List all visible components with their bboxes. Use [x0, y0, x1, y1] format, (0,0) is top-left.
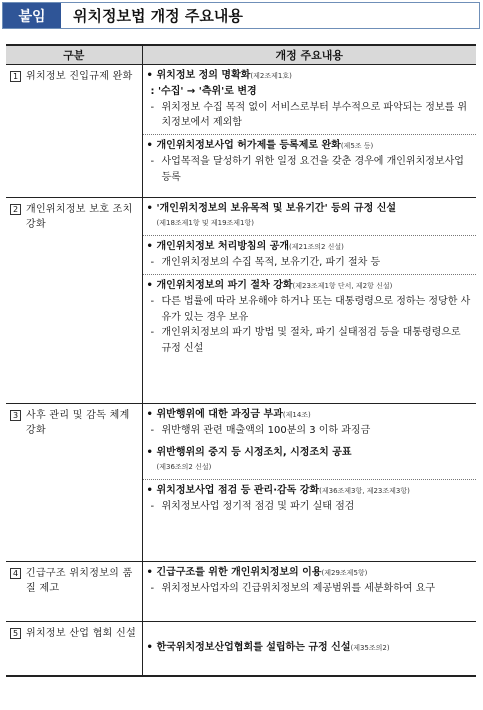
category-cell — [6, 561, 142, 621]
table-row — [6, 561, 476, 621]
detail-text: 개인위치정보의 파기 방법 및 절차, 파기 실태점검 등을 대통령령으로 규정 신설 — [161, 327, 461, 354]
category-label: 사후 관리 및 감독 체계 강화 — [26, 409, 130, 436]
category-cell — [6, 403, 142, 561]
law-ref: (제29조제5항) — [321, 568, 368, 577]
law-ref: (제18조제1항 및 제19조제1항) — [156, 219, 254, 227]
content-cell — [142, 561, 476, 621]
category-cell — [6, 621, 142, 676]
content-block: • 위반행위에 대한 과징금 부과(제14조) - 위반행위 관련 매출액의 100분의 3 이하 과징금 • 위반행위의 중지 등 시정조치, 시정조치 공표 (제36조의2 신설) — [143, 404, 477, 479]
content-block: • '개인위치정보의 보유목적 및 보유기간' 등의 규정 신설 (제18조제1항 및 제19조제1항) — [143, 198, 477, 235]
bullet-text: 개인위치정보의 파기 절차 강화 — [156, 279, 293, 291]
detail-text: 위치정보사업 정기적 점검 및 파기 실태 점검 — [161, 501, 355, 512]
detail-text: 위반행위 관련 매출액의 100분의 3 이하 과징금 — [161, 425, 371, 436]
table-header-row — [6, 45, 476, 64]
law-ref: (제5조 등) — [340, 141, 374, 150]
content-block: • 위치정보 정의 명확화(제2조제1호) : '수집' → '측위'로 변경 - 위치정보 수집 목적 없이 서비스로부터 부수적으로 파악되는 정보를 위치정보에서 제외함 — [143, 65, 477, 134]
content-block: • 긴급구조를 위한 개인위치정보의 이용(제29조제5항) - 위치정보사업자의 긴급위치정보의 제공범위를 세분화하여 요구 — [143, 562, 477, 600]
bullet-text: 위치정보사업 점검 등 관리·감독 강화 — [156, 484, 320, 496]
bullet-text: 긴급구조를 위한 개인위치정보의 이용 — [156, 566, 322, 578]
table-row — [6, 64, 476, 197]
law-ref: (제2조제1호) — [250, 71, 292, 80]
table-row — [6, 197, 476, 403]
law-ref: (제35조의2) — [350, 644, 390, 652]
category-label: 위치정보 산업 협회 신설 — [26, 627, 137, 639]
title-tag: 붙임 — [3, 3, 61, 28]
content-block: • 개인위치정보 처리방침의 공개(제21조의2 신설) - 개인위치정보의 수집 목적, 보유기간, 파기 절차 등 — [143, 235, 477, 274]
content-cell — [142, 621, 476, 676]
content-block: • 개인위치정보사업 허가제를 등록제로 완화(제5조 등) - 사업목적을 달성하기 위한 일정 요건을 갖춘 경우에 개인위치정보사업 등록 — [143, 134, 477, 189]
bullet-text: '개인위치정보의 보유목적 및 보유기간' 등의 규정 신설 — [156, 202, 397, 214]
content-block: • 한국위치정보산업협회를 설립하는 규정 신설(제35조의2) — [146, 642, 390, 653]
law-ref: (제36조제3항, 제23조제3항) — [319, 486, 410, 495]
summary-table-wrap — [6, 44, 476, 677]
detail-text: 위치정보사업자의 긴급위치정보의 제공범위를 세분화하여 요구 — [161, 583, 436, 594]
category-cell — [6, 197, 142, 403]
bullet-text: 개인위치정보 처리방침의 공개 — [156, 240, 290, 252]
content-cell — [142, 64, 476, 197]
row-number: 3 — [10, 410, 21, 421]
law-ref: (제21조의2 신설) — [289, 242, 344, 251]
category-label: 긴급구조 위치정보의 품질 제고 — [26, 567, 133, 594]
bullet-text: 한국위치정보산업협회를 설립하는 규정 신설 — [156, 642, 351, 653]
row-number: 2 — [10, 204, 21, 215]
title-bar — [2, 2, 480, 29]
bullet-text: 위반행위의 중지 등 시정조치, 시정조치 공표 — [156, 446, 352, 458]
category-label: 위치정보 진입규제 완화 — [26, 70, 133, 82]
bullet-text: 개인위치정보사업 허가제를 등록제로 완화 — [156, 139, 341, 151]
row-number: 4 — [10, 568, 21, 579]
header-category: 구분 — [6, 45, 142, 64]
row-number: 1 — [10, 71, 21, 82]
row-number: 5 — [10, 628, 21, 639]
detail-text: 사업목적을 달성하기 위한 일정 요건을 갖춘 경우에 개인위치정보사업 등록 — [161, 156, 464, 183]
detail-text: 개인위치정보의 수집 목적, 보유기간, 파기 절차 등 — [161, 257, 381, 268]
detail-text: 다른 법률에 따라 보유해야 하거나 또는 대통령령으로 정하는 정당한 사유가 있는 경우 보유 — [161, 296, 471, 323]
header-content: 개정 주요내용 — [142, 45, 476, 64]
page-title: 위치정보법 개정 주요내용 — [73, 7, 243, 25]
content-cell — [142, 403, 476, 561]
table-row — [6, 403, 476, 561]
category-label: 개인위치정보 보호 조치 강화 — [26, 203, 133, 230]
detail-text: 위치정보 수집 목적 없이 서비스로부터 부수적으로 파악되는 정보를 위치정보에서 제외함 — [161, 101, 468, 128]
law-ref: (제23조제1항 단서, 제2항 신설) — [292, 281, 393, 290]
table-row — [6, 621, 476, 676]
law-ref: (제36조의2 신설) — [156, 463, 212, 471]
content-block: • 개인위치정보의 파기 절차 강화(제23조제1항 단서, 제2항 신설) - 다른 법률에 따라 보유해야 하거나 또는 대통령령으로 정하는 정당한 사유가 있는 경우 보유 - 개인위치정보의 파기 방법 및 절차, 파기 실태점검 등을 대통령령으로 규정 신설 — [143, 274, 477, 360]
content-block: • 위치정보사업 점검 등 관리·감독 강화(제36조제3항, 제23조제3항) - 위치정보사업 정기적 점검 및 파기 실태 점검 — [143, 479, 477, 518]
summary-table — [6, 44, 476, 677]
bullet-text: 위반행위에 대한 과징금 부과 — [156, 408, 283, 420]
bullet-text: 위치정보 정의 명확화 — [156, 69, 251, 81]
bullet-line2: : '수집' → '측위'로 변경 — [150, 86, 257, 97]
content-cell — [142, 197, 476, 403]
law-ref: (제14조) — [282, 410, 311, 419]
category-cell — [6, 64, 142, 197]
